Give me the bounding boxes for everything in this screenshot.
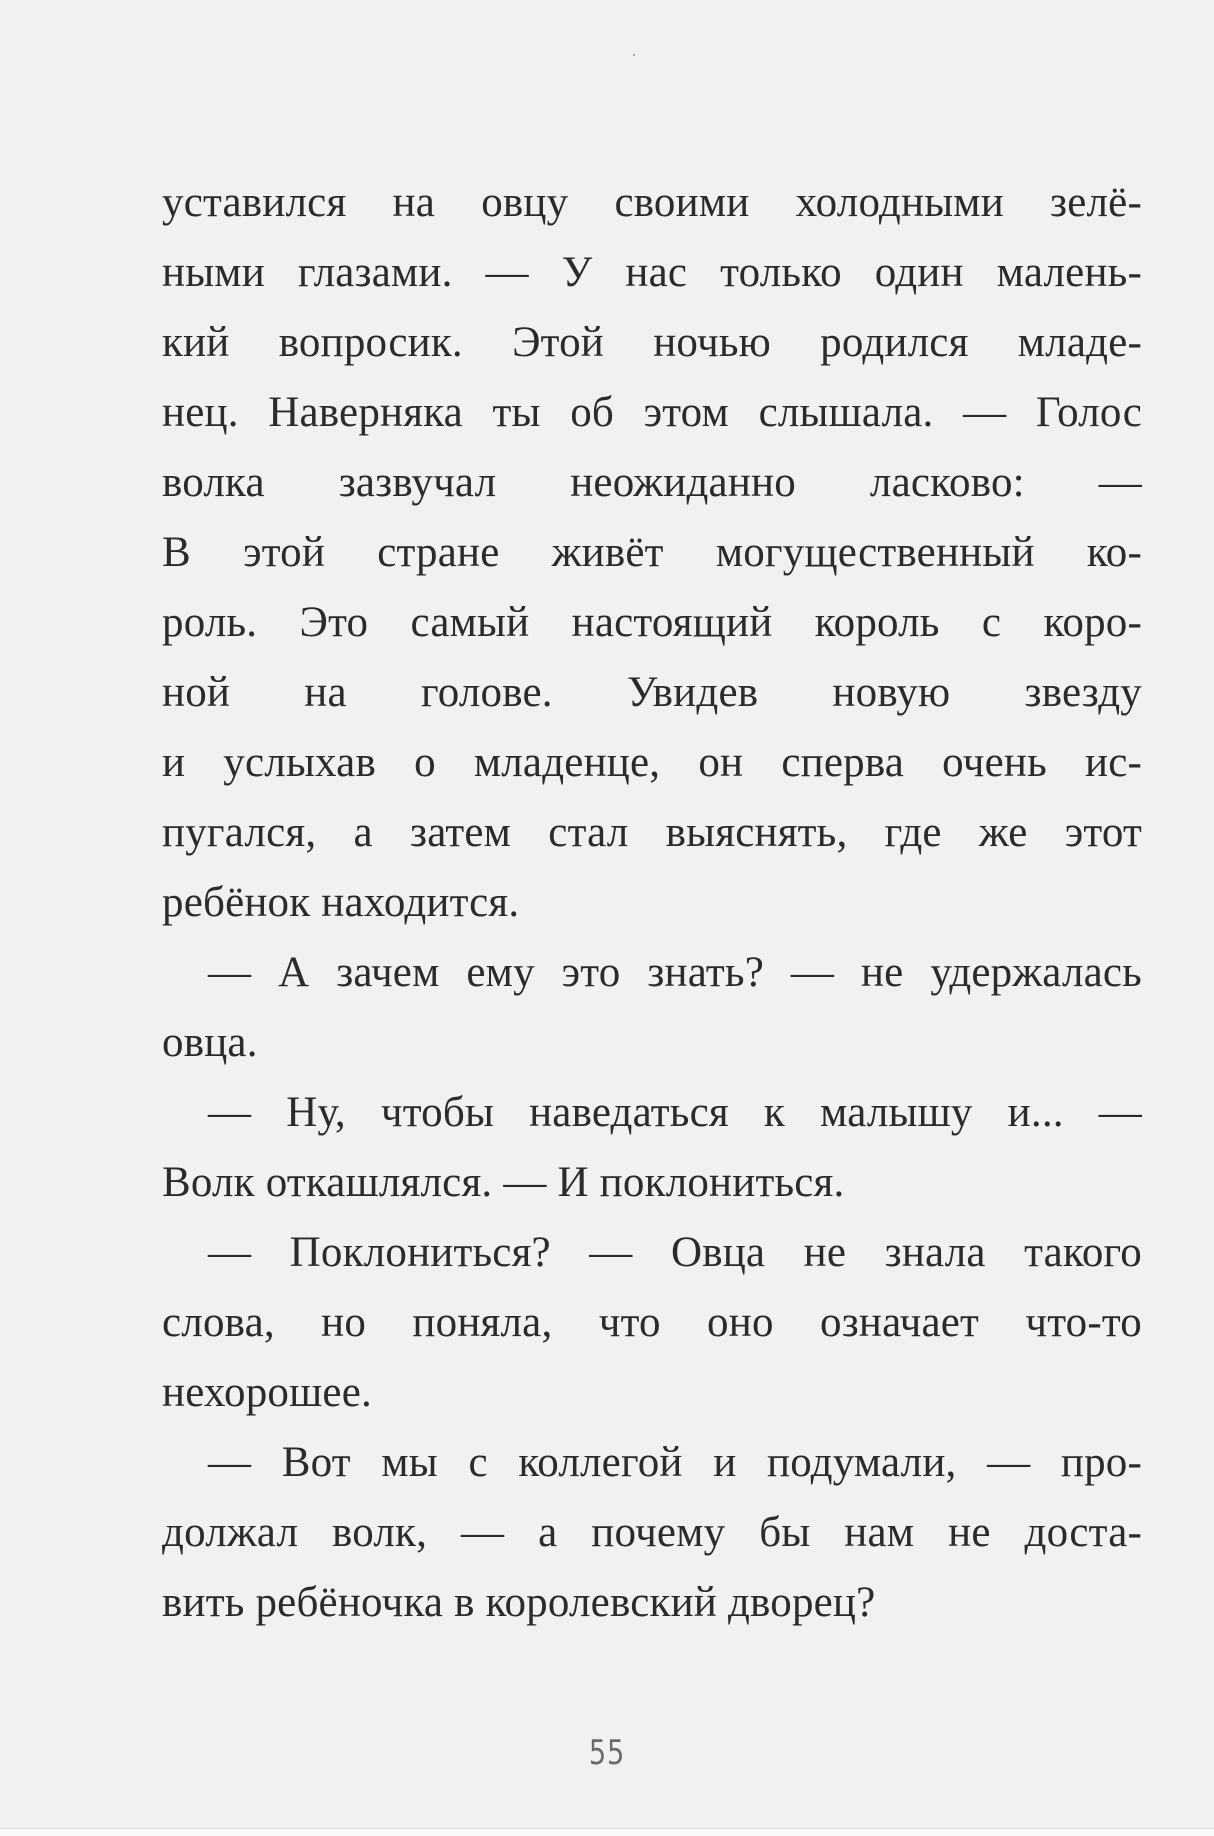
text-line: — А зачем ему это знать? — не удержалась bbox=[208, 949, 1142, 996]
text-line: волка зазвучал неожиданно ласково: — bbox=[162, 459, 1142, 506]
text-line: ребёнок находится. bbox=[162, 879, 520, 926]
page-number: 55 bbox=[588, 1733, 626, 1773]
text-line: должал волк, — а почему бы нам не доста- bbox=[162, 1509, 1142, 1556]
text-line: Волк откашлялся. — И поклониться. bbox=[162, 1159, 845, 1206]
text-line: роль. Это самый настоящий король с коро- bbox=[162, 599, 1142, 646]
text-line: кий вопросик. Этой ночью родился младе- bbox=[162, 319, 1142, 366]
text-line: — Поклониться? — Овца не знала такого bbox=[208, 1229, 1142, 1276]
text-line: — Вот мы с коллегой и подумали, — про- bbox=[208, 1439, 1142, 1486]
text-line: овца. bbox=[162, 1019, 258, 1066]
dust-speck bbox=[633, 54, 635, 56]
text-line: ными глазами. — У нас только один малень- bbox=[162, 249, 1142, 296]
text-line: нец. Наверняка ты об этом слышала. — Голос bbox=[162, 389, 1142, 436]
text-line: пугался, а затем стал выяснять, где же этот bbox=[162, 809, 1142, 856]
text-line: — Ну, чтобы наведаться к малышу и... — bbox=[208, 1089, 1142, 1136]
text-line: уставился на овцу своими холодными зелё- bbox=[162, 179, 1142, 226]
text-line: слова, но поняла, что оно означает что-то bbox=[162, 1299, 1142, 1346]
text-line: В этой стране живёт могущественный ко- bbox=[162, 529, 1142, 576]
text-line: вить ребёночка в королевский дворец? bbox=[162, 1579, 876, 1626]
text-line: и услыхав о младенце, он сперва очень ис- bbox=[162, 739, 1142, 786]
text-line: ной на голове. Увидев новую звезду bbox=[162, 669, 1142, 716]
text-line: нехорошее. bbox=[162, 1369, 372, 1416]
